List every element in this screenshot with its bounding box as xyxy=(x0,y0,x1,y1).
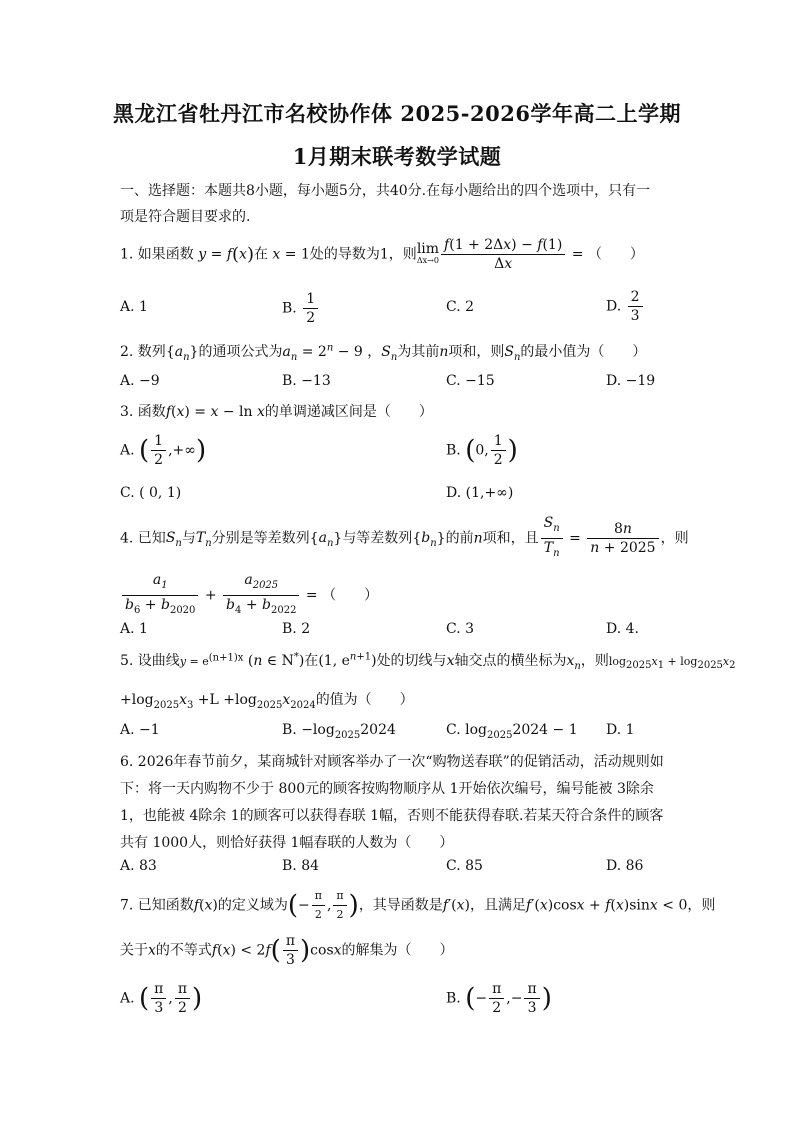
q1-option-c[interactable]: C. 2 xyxy=(446,299,475,315)
question-4-line2: $\frac{a_1}{b_6 + b_{2020}}$ + $\frac{a_{2025}}{b_4 + b_{2022}}$ = （ ） xyxy=(120,571,378,620)
question-1: 1. 如果函数 y = f(x)在 x = 1处的导数为1，则 lim Δx→0 $\frac{f(1 + 2\Delta x) - f(1)}{\Delta x}$ = （ ） xyxy=(120,237,644,272)
exam-title-line1: 黑龙江省牡丹江市名校协作体 2025-2026学年高二上学期 xyxy=(113,101,681,126)
question-6-line2: 下：将一天内购物不少于 800元的顾客按购物顺序从 1开始依次编号，编号能被 3除余 xyxy=(120,781,654,797)
q2-option-d[interactable]: D. −19 xyxy=(606,373,656,389)
q1-option-a[interactable]: A. 1 xyxy=(120,299,148,315)
question-6-line4: 共有 1000人，则恰好获得 1幅春联的人数为（ ） xyxy=(120,835,454,851)
q6-option-d[interactable]: D. 86 xyxy=(606,858,644,874)
q1-option-d[interactable]: D. $\frac{2}{3}$ xyxy=(606,288,645,325)
q7-option-b[interactable]: B. (− $\frac{\pi}{2}$ ,− $\frac{\pi}{3}$ ) xyxy=(446,981,552,1016)
q5-option-b[interactable]: B. $-\log_{2025}2024$ xyxy=(282,722,396,741)
q2-option-c[interactable]: C. −15 xyxy=(446,373,495,389)
section-intro-line1: 一、选择题：本题共8小题，每小题5分，共40分.在每小题给出的四个选项中，只有一 xyxy=(120,183,651,199)
q3-option-d[interactable]: D. (1,+∞) xyxy=(446,485,514,501)
q6-option-a[interactable]: A. 83 xyxy=(120,858,157,874)
question-6-line3: 1，也能被 4除余 1的顾客可以获得春联 1幅，否则不能获得春联.若某天符合条件的顾客 xyxy=(120,808,664,824)
q5-option-d[interactable]: D. 1 xyxy=(606,722,635,738)
question-6-line1: 6. 2026年春节前夕，某商城针对顾客举办了一次“购物送春联”的促销活动，活动规则如 xyxy=(120,754,664,770)
question-4: 4. 已知$S_n$与$T_n$分别是等差数列$\{a_n\}$与等差数列$\{b_n\}$的前n项和，且 $\frac{S_n}{T_n}$ = $\frac{8n}{n + 2025}$ ，则 xyxy=(120,515,689,559)
exam-title-line2: 1月期末联考数学试题 xyxy=(292,144,502,169)
q5-option-c[interactable]: C. $\log_{2025}2024 - 1$ xyxy=(446,722,578,741)
q5-option-a[interactable]: A. −1 xyxy=(120,722,160,738)
q2-option-a[interactable]: A. −9 xyxy=(120,373,160,389)
q1-option-b[interactable]: B. $\frac{1}{2}$ xyxy=(282,290,320,327)
q6-option-c[interactable]: C. 85 xyxy=(446,858,483,874)
q2-option-b[interactable]: B. −13 xyxy=(282,373,331,389)
q4-option-d[interactable]: D. 4. xyxy=(606,621,639,637)
question-5: 5. 设曲线$y = e^{(n+1)x}$ (n ∈ N*)在(1, $e^{n+1}$)处的切线与x轴交点的横坐标为$x_n$，则$\log_{2025}x_1 + \log_{2025}x_2$ xyxy=(120,651,736,672)
q4-option-c[interactable]: C. 3 xyxy=(446,621,475,637)
question-7: 7. 已知函数f(x)的定义域为(− $\frac{\pi}{2}$ , $\frac{\pi}{2}$ )，其导函数是f′(x)，且满足f′(x)cosx + f(x)sinx < 0，则 xyxy=(120,889,716,921)
question-7-line2: 关于x的不等式f(x) < 2f( $\frac{\pi}{3}$ )cosx的解集为（ ） xyxy=(120,933,454,968)
question-2: 2. 数列$\{a_n\}$的通项公式为$a_n = 2^n - 9$ ，$S_n$为其前n项和，则$S_n$的最小值为（ ） xyxy=(120,342,647,363)
q3-option-a[interactable]: A. ( $\frac{1}{2}$ ,+∞) xyxy=(120,433,207,468)
section-intro-line2: 项是符合题目要求的. xyxy=(120,209,251,225)
q3-option-c[interactable]: C. ( 0, 1) xyxy=(120,485,182,501)
question-3: 3. 函数f(x) = x − ln x的单调递减区间是（ ） xyxy=(120,404,433,420)
q1-fraction: $\frac{f(1 + 2\Delta x) - f(1)}{\Delta x}$ xyxy=(441,236,565,273)
q4-option-a[interactable]: A. 1 xyxy=(120,621,148,637)
q4-option-b[interactable]: B. 2 xyxy=(282,621,311,637)
q6-option-b[interactable]: B. 84 xyxy=(282,858,320,874)
question-5-line2: $+\log_{2025}x_3 +L +\log_{2025}x_{2024}$的值为（ ） xyxy=(120,692,414,711)
q3-option-b[interactable]: B. (0, $\frac{1}{2}$ ) xyxy=(446,433,518,468)
q7-option-a[interactable]: A. ( $\frac{\pi}{3}$ , $\frac{\pi}{2}$ ) xyxy=(120,981,203,1016)
